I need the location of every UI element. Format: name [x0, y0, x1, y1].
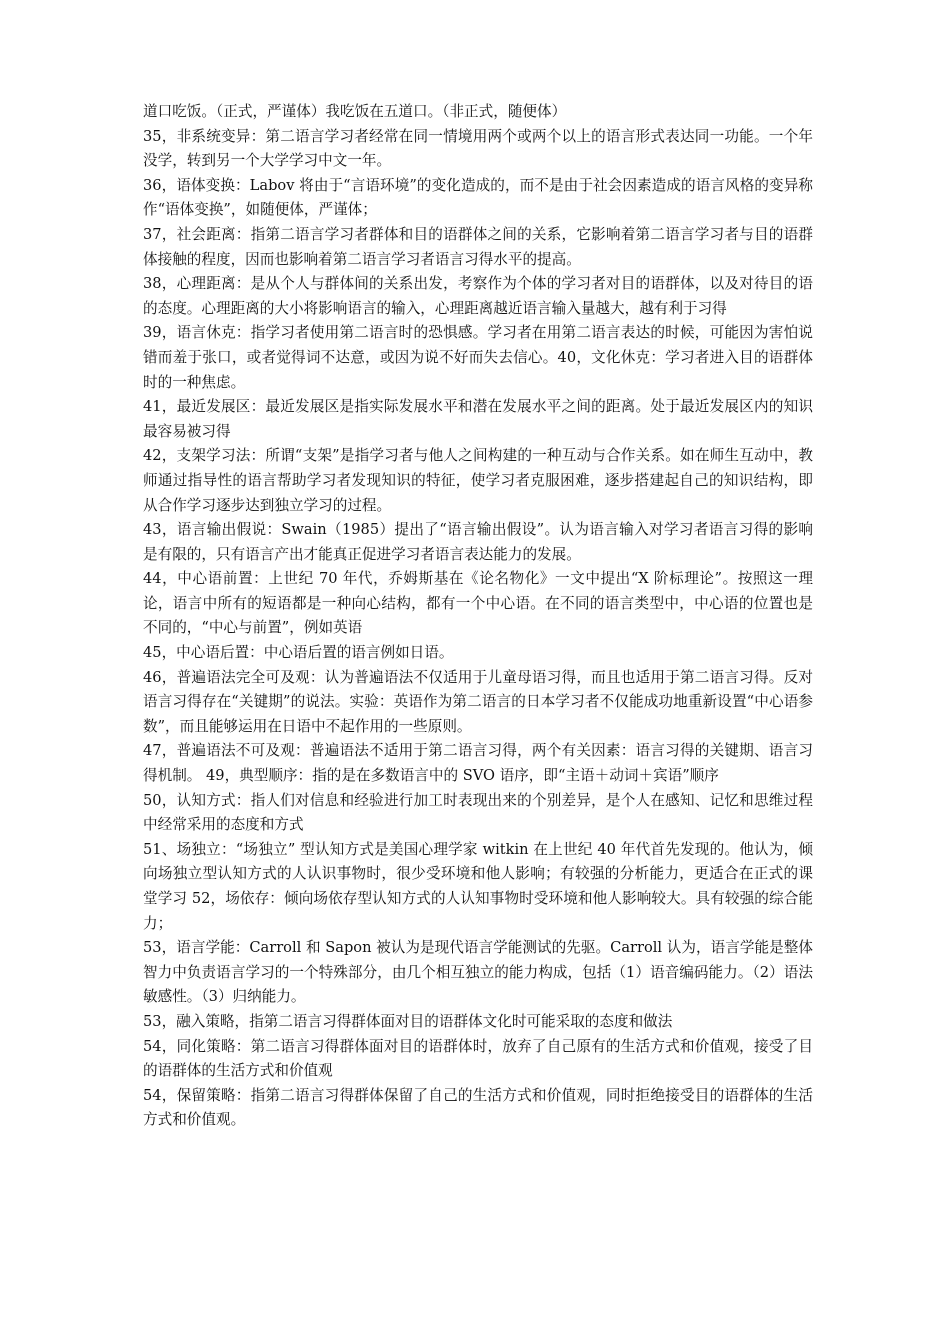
paragraph-44: 44，中心语前置：上世纪 70 年代，乔姆斯基在《论名物化》一文中提出“X 阶标理论”。按照这一理论，语言中所有的短语都是一种向心结构，都有一个中心语。在不同的语言类型中，中心语的位置也是不同的，“中心与前置”，例如英语 — [143, 570, 813, 637]
paragraph-50: 50，认知方式：指人们对信息和经验进行加工时表现出来的个别差异，是个人在感知、记忆和思维过程中经常采用的态度和方式 — [143, 791, 813, 834]
paragraph-54-retention: 54，保留策略：指第二语言习得群体保留了自己的生活方式和价值观，同时拒绝接受目的语群体的生活方式和价值观。 — [143, 1086, 813, 1129]
paragraph-35: 35，非系统变异：第二语言学习者经常在同一情境用两个或两个以上的语言形式表达同一功能。一个年没学，转到另一个大学学习中文一年。 — [143, 127, 813, 170]
paragraph-54-assimilation: 54，同化策略：第二语言习得群体面对目的语群体时，放弃了自己原有的生活方式和价值观，接受了目的语群体的生活方式和价值观 — [143, 1037, 813, 1080]
paragraph-38: 38，心理距离：是从个人与群体间的关系出发，考察作为个体的学习者对目的语群体，以及对待目的语的态度。心理距离的大小将影响语言的输入，心理距离越近语言输入量越大，越有利于习得 — [143, 275, 813, 317]
document-page — [143, 100, 813, 1133]
paragraph-36: 36，语体变换：Labov 将由于“言语环境”的变化造成的，而不是由于社会因素造成的语言风格的变异称作“语体变换”，如随便体，严谨体； — [143, 176, 813, 219]
paragraph-37: 37，社会距离：指第二语言学习者群体和目的语群体之间的关系，它影响着第二语言学习者与目的语群体接触的程度，因而也影响着第二语言学习者语言习得水平的提高。 — [143, 225, 813, 268]
paragraph-39: 39，语言休克：指学习者使用第二语言时的恐惧感。学习者在用第二语言表达的时候，可能因为害怕说错而羞于张口，或者觉得词不达意，或因为说不好而失去信心。40，文化休克：学习者进入目的语群体时的一种焦虑。 — [143, 324, 813, 391]
paragraph-continuation: 道口吃饭。（正式，严谨体）我吃饭在五道口。（非正式，随便体） — [143, 103, 567, 120]
paragraph-51: 51、场独立：“场独立” 型认知方式是美国心理学家 witkin 在上世纪 40 年代首先发现的。他认为，倾向场独立型认知方式的人认识事物时，很少受环境和他人影响；有较强的分析能力，更适合在正式的课堂学习 52，场依存：倾向场依存型认知方式的人认知事物时受环境和他人影响较大。具有较强的综合能力； — [143, 840, 813, 932]
paragraph-46: 46，普遍语法完全可及观：认为普遍语法不仅适用于儿童母语习得，而且也适用于第二语言习得。反对语言习得存在“关键期”的说法。实验：英语作为第二语言的日本学习者不仅能成功地重新设置“中心语参数”，而且能够运用在日语中不起作用的一些原则。 — [143, 668, 813, 735]
paragraph-42: 42，支架学习法：所谓“支架”是指学习者与他人之间构建的一种互动与合作关系。如在师生互动中，教师通过指导性的语言帮助学习者发现知识的特征，使学习者克服困难，逐步搭建起自己的知识结构，即从合作学习逐步达到独立学习的过程。 — [143, 447, 813, 514]
paragraph-47: 47，普遍语法不可及观：普遍语法不适用于第二语言习得，两个有关因素：语言习得的关键期、语言习得机制。 49，典型顺序：指的是在多数语言中的 SVO 语序，即“主语＋动词＋宾语”顺序 — [143, 742, 813, 785]
paragraph-41: 41，最近发展区：最近发展区是指实际发展水平和潜在发展水平之间的距离。处于最近发展区内的知识最容易被习得 — [143, 398, 813, 440]
paragraph-43: 43，语言输出假说：Swain（1985）提出了“语言输出假设”。认为语言输入对学习者语言习得的影响是有限的，只有语言产出才能真正促进学习者语言表达能力的发展。 — [143, 521, 813, 563]
paragraph-53-aptitude: 53，语言学能：Carroll 和 Sapon 被认为是现代语言学能测试的先驱。Carroll 认为，语言学能是整体智力中负责语言学习的一个特殊部分，由几个相互独立的能力构成，包括（1）语音编码能力。（2）语法敏感性。（3）归纳能力。 — [143, 939, 813, 1006]
paragraph-45: 45，中心语后置：中心语后置的语言例如日语。 — [143, 644, 454, 662]
paragraph-53-integration: 53，融入策略，指第二语言习得群体面对目的语群体文化时可能采取的态度和做法 — [143, 1012, 673, 1030]
